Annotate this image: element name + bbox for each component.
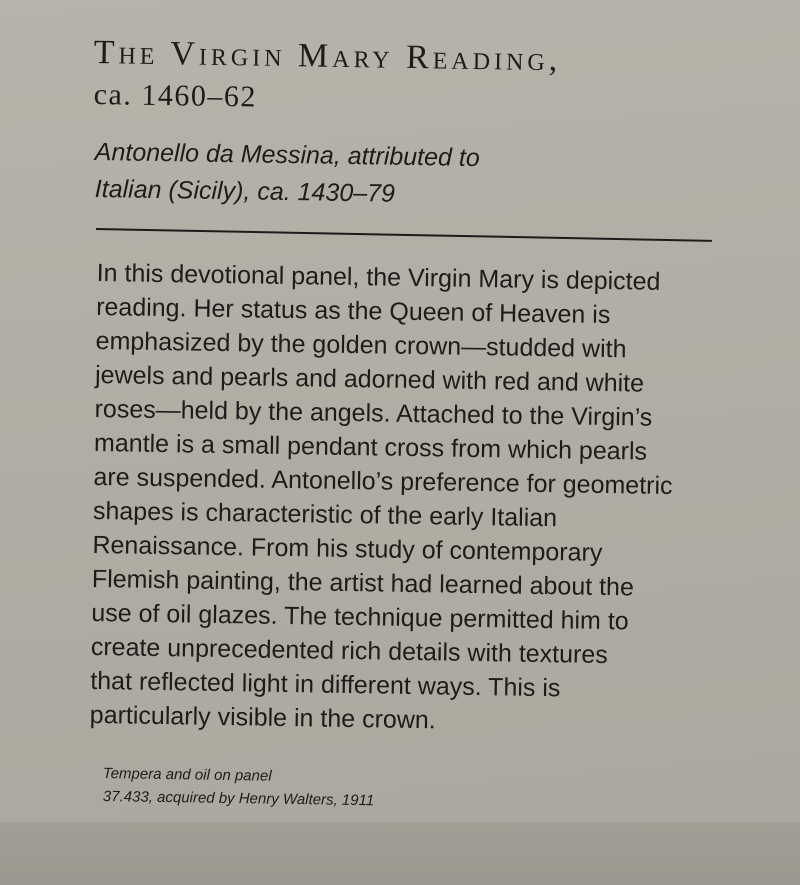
accession-credit: 37.433, acquired by Henry Walters, 1911 bbox=[102, 788, 375, 810]
body-line: roses—held by the angels. Attached to the Virgin’s bbox=[94, 394, 653, 432]
artwork-medium: Tempera and oil on panel bbox=[102, 765, 272, 785]
body-line: create unprecedented rich details with textures bbox=[90, 632, 608, 670]
body-line: Renaissance. From his study of contemporary bbox=[92, 530, 603, 567]
artwork-title: The Virgin Mary Reading, bbox=[93, 34, 562, 79]
body-line: emphasized by the golden crown—studded with bbox=[95, 326, 627, 364]
label-body-text bbox=[90, 256, 737, 742]
body-line: are suspended. Antonello’s preference for geometric bbox=[93, 462, 673, 501]
body-line: Flemish painting, the artist had learned about the bbox=[91, 564, 635, 602]
wall-shadow-strip bbox=[0, 822, 800, 885]
divider-rule bbox=[96, 228, 712, 242]
body-line: In this devotional panel, the Virgin Mary is depicted bbox=[96, 258, 661, 296]
body-line: mantle is a small pendant cross from which pearls bbox=[93, 428, 648, 466]
body-line: shapes is characteristic of the early Italian bbox=[92, 496, 558, 533]
artist-origin: Italian (Sicily), ca. 1430–79 bbox=[94, 175, 396, 208]
artwork-date: ca. 1460–62 bbox=[93, 78, 258, 114]
body-line: reading. Her status as the Queen of Heaven is bbox=[95, 292, 611, 330]
body-line: particularly visible in the crown. bbox=[89, 700, 436, 735]
body-line: use of oil glazes. The technique permitted him to bbox=[91, 598, 629, 636]
body-line: jewels and pearls and adorned with red and white bbox=[94, 360, 645, 398]
body-line: that reflected light in different ways. This is bbox=[90, 666, 561, 703]
artist-attribution: Antonello da Messina, attributed to bbox=[94, 138, 480, 173]
